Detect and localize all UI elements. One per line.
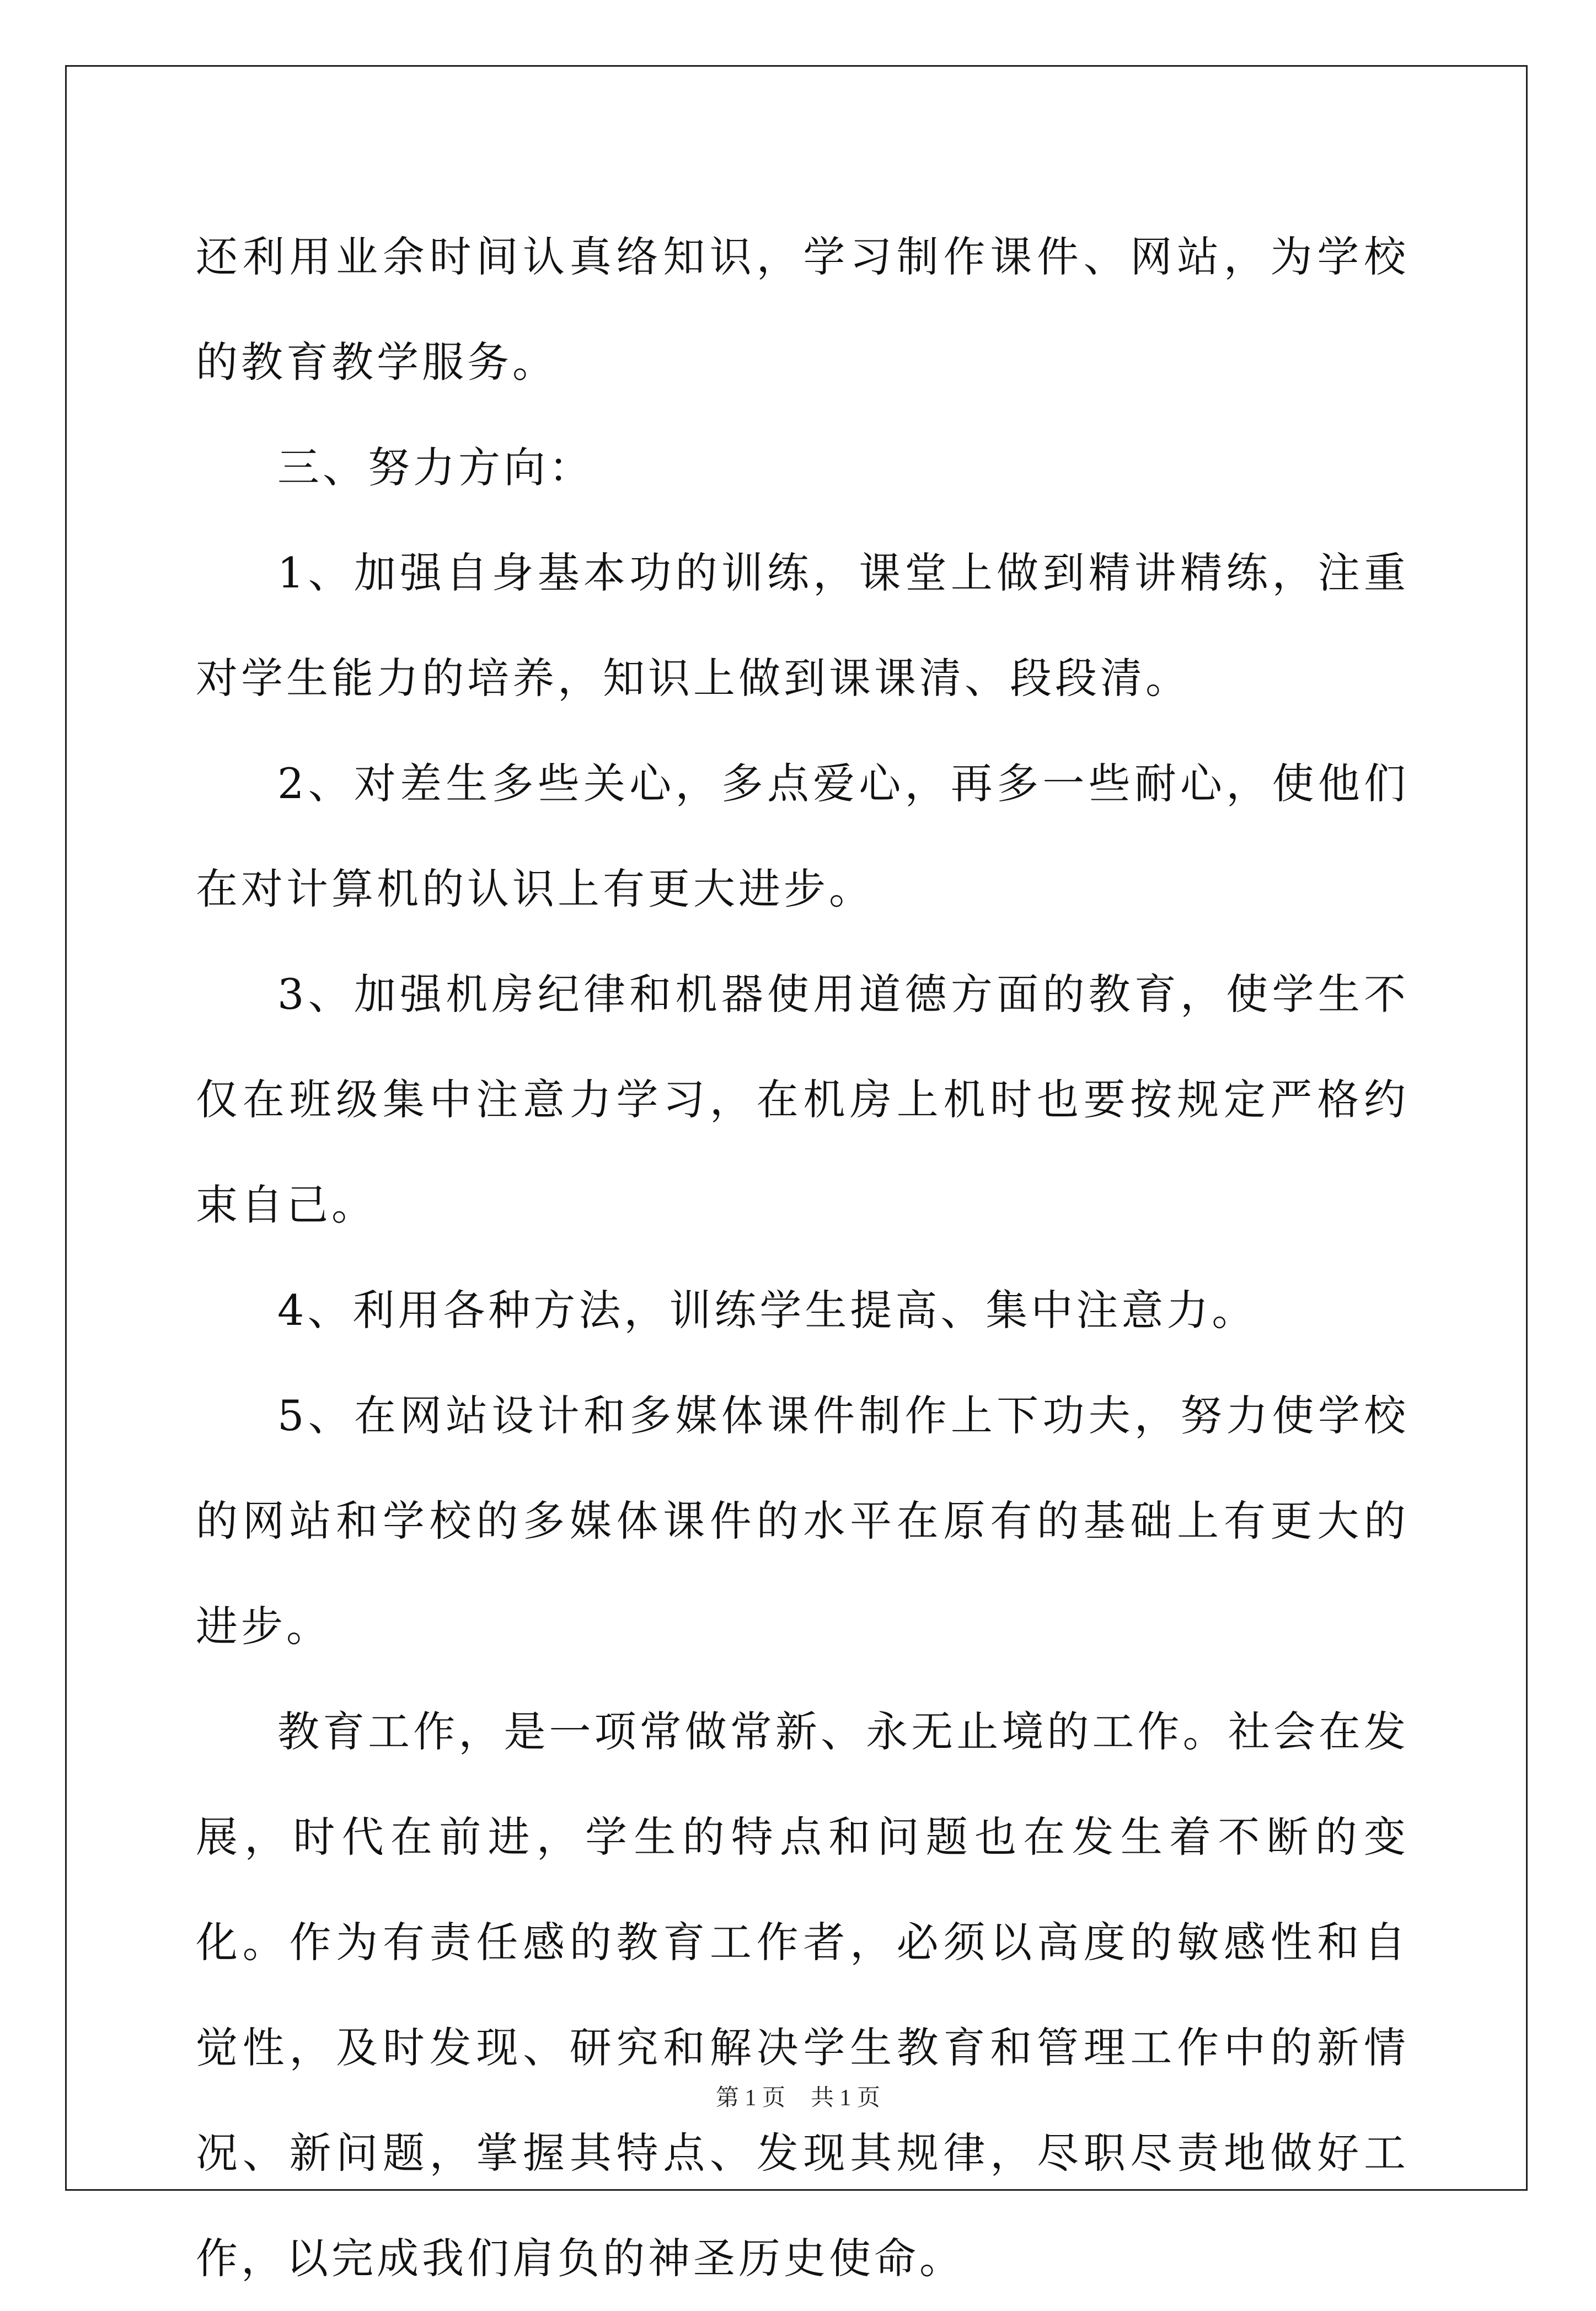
list-item: 1、加强自身基本功的训练，课堂上做到精讲精练，注重对学生能力的培养，知识上做到课课清、段段清。 [196, 548, 1409, 703]
list-item: 4、利用各种方法，训练学生提高、集中注意力。 [277, 1286, 1257, 1335]
page-number: 第 1 页 [715, 2085, 785, 2111]
list-item: 2、对差生多些关心，多点爱心，再多一些耐心，使他们在对计算机的认识上有更大进步。 [196, 759, 1409, 913]
paragraph: 还利用业余时间认真络知识，学习制作课件、网站，为学校的教育教学服务。 [196, 232, 1409, 387]
paragraph: 教育工作，是一项常做常新、永无止境的工作。社会在发展，时代在前进，学生的特点和问题也在发生着不断的变化。作为有责任感的教育工作者，必须以高度的敏感性和自觉性，及时发现、研究和解决学生教育和管理工作中的新情况、新问题，掌握其特点、发现其规律，尽职尽责地做好工作，以完成我们肩负的神圣历史使命。 [196, 1707, 1409, 2283]
list-item: 3、加强机房纪律和机器使用道德方面的教育，使学生不仅在班级集中注意力学习，在机房上机时也要按规定严格约束自己。 [196, 970, 1409, 1229]
page-footer [0, 2079, 1596, 2112]
section-heading: 三、努力方向： [277, 443, 594, 492]
page-total: 共 1 页 [811, 2085, 881, 2111]
list-item: 5、在网站设计和多媒体课件制作上下功夫，努力使学校的网站和学校的多媒体课件的水平在原有的基础上有更大的进步。 [196, 1391, 1409, 1651]
document-body [196, 204, 1409, 2311]
